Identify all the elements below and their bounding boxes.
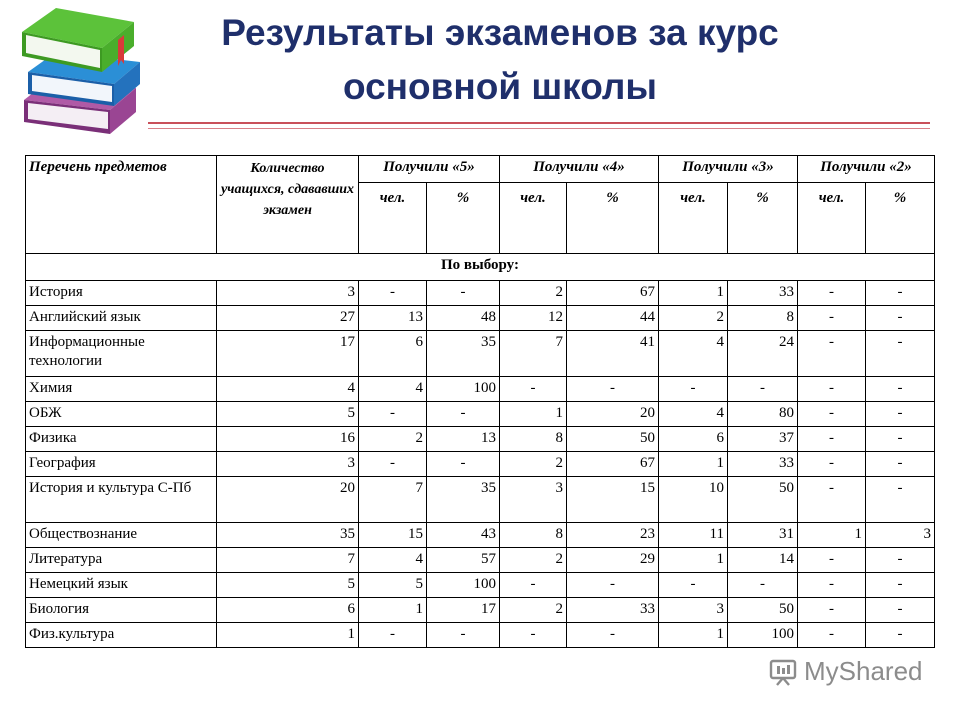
table-cell: -	[798, 427, 866, 452]
header-unit-people: чел.	[359, 183, 427, 254]
header-unit-people: чел.	[500, 183, 567, 254]
table-cell: 43	[427, 523, 500, 548]
table-cell: 3	[217, 281, 359, 306]
table-cell: -	[798, 402, 866, 427]
table-cell: -	[359, 402, 427, 427]
table-row	[26, 452, 935, 477]
table-cell: 3	[217, 452, 359, 477]
table-cell: -	[798, 548, 866, 573]
header-row-grades	[26, 156, 935, 183]
table-cell: -	[866, 402, 935, 427]
table-cell: 6	[359, 331, 427, 377]
subject-name: Информационные технологии	[26, 331, 217, 377]
table-cell: 1	[659, 452, 728, 477]
table-cell: 5	[217, 573, 359, 598]
table-cell: -	[866, 548, 935, 573]
table-cell: 2	[500, 281, 567, 306]
table-cell: -	[728, 377, 798, 402]
table-cell: 50	[728, 598, 798, 623]
table-cell: -	[866, 281, 935, 306]
table-cell: 67	[567, 452, 659, 477]
table-cell: -	[659, 573, 728, 598]
table-cell: 6	[217, 598, 359, 623]
table-cell: -	[866, 598, 935, 623]
table-cell: 33	[728, 452, 798, 477]
subject-name: Литература	[26, 548, 217, 573]
table-row	[26, 281, 935, 306]
table-cell: -	[866, 573, 935, 598]
subject-name: География	[26, 452, 217, 477]
section-label: По выбору:	[26, 254, 935, 281]
table-cell: -	[567, 573, 659, 598]
table-cell: 2	[659, 306, 728, 331]
table-cell: 33	[728, 281, 798, 306]
header-unit-percent: %	[427, 183, 500, 254]
table-cell: -	[728, 573, 798, 598]
table-cell: 8	[728, 306, 798, 331]
table-cell: 1	[798, 523, 866, 548]
table-cell: 2	[500, 452, 567, 477]
table-cell: 31	[728, 523, 798, 548]
header-grade-4: Получили «4»	[500, 156, 659, 183]
table-cell: 100	[427, 377, 500, 402]
table-cell: 16	[217, 427, 359, 452]
section-row	[26, 254, 935, 281]
table-row	[26, 598, 935, 623]
table-cell: 4	[217, 377, 359, 402]
subject-name: История и культура С-Пб	[26, 477, 217, 523]
table-cell: 11	[659, 523, 728, 548]
header-unit-people: чел.	[659, 183, 728, 254]
table-cell: 13	[427, 427, 500, 452]
table-cell: 4	[659, 402, 728, 427]
table-cell: 8	[500, 523, 567, 548]
subject-name: Обществознание	[26, 523, 217, 548]
table-cell: 4	[359, 548, 427, 573]
table-row	[26, 573, 935, 598]
page-title: Результаты экзаменов за курс основной школы	[221, 12, 779, 107]
watermark	[768, 656, 923, 687]
table-cell: 3	[659, 598, 728, 623]
title-divider-thin	[148, 128, 930, 129]
table-cell: 7	[217, 548, 359, 573]
table-cell: -	[427, 402, 500, 427]
table-cell: -	[866, 331, 935, 377]
table-cell: 80	[728, 402, 798, 427]
header-unit-percent: %	[567, 183, 659, 254]
table-cell: 33	[567, 598, 659, 623]
table-cell: 7	[359, 477, 427, 523]
table-cell: 35	[427, 477, 500, 523]
table-cell: -	[798, 331, 866, 377]
table-cell: -	[798, 452, 866, 477]
table-cell: 10	[659, 477, 728, 523]
table-cell: -	[798, 281, 866, 306]
table-cell: 13	[359, 306, 427, 331]
table-cell: 50	[728, 477, 798, 523]
table-cell: 3	[866, 523, 935, 548]
subject-name: Английский язык	[26, 306, 217, 331]
table-cell: 15	[359, 523, 427, 548]
table-cell: -	[798, 573, 866, 598]
table-row	[26, 623, 935, 648]
table-cell: -	[567, 377, 659, 402]
table-cell: -	[798, 623, 866, 648]
table-cell: -	[500, 623, 567, 648]
table-row	[26, 548, 935, 573]
subject-name: Физ.культура	[26, 623, 217, 648]
table-cell: 35	[427, 331, 500, 377]
table-row	[26, 523, 935, 548]
table-cell: -	[427, 623, 500, 648]
table-cell: 2	[359, 427, 427, 452]
results-body	[26, 254, 935, 648]
table-cell: 1	[217, 623, 359, 648]
table-cell: 7	[500, 331, 567, 377]
table-cell: 1	[359, 598, 427, 623]
table-cell: 35	[217, 523, 359, 548]
table-cell: -	[659, 377, 728, 402]
books-stack-icon	[18, 2, 148, 142]
table-row	[26, 377, 935, 402]
table-cell: -	[866, 306, 935, 331]
table-cell: -	[798, 306, 866, 331]
table-cell: 23	[567, 523, 659, 548]
table-cell: 5	[359, 573, 427, 598]
table-cell: -	[866, 377, 935, 402]
table-cell: -	[866, 477, 935, 523]
table-cell: 15	[567, 477, 659, 523]
table-cell: 67	[567, 281, 659, 306]
header-student-count: Количество учащихся, сдававших экзамен	[217, 156, 359, 254]
table-cell: 1	[659, 281, 728, 306]
title-divider	[148, 122, 930, 124]
table-cell: 4	[359, 377, 427, 402]
table-cell: 1	[659, 623, 728, 648]
table-cell: 6	[659, 427, 728, 452]
table-cell: 2	[500, 548, 567, 573]
header-subjects: Перечень предметов	[26, 156, 217, 254]
table-cell: -	[359, 623, 427, 648]
table-cell: 100	[427, 573, 500, 598]
table-cell: 20	[567, 402, 659, 427]
table-cell: -	[567, 623, 659, 648]
table-cell: 1	[659, 548, 728, 573]
header-grade-3: Получили «3»	[659, 156, 798, 183]
subject-name: Химия	[26, 377, 217, 402]
header-grade-5: Получили «5»	[359, 156, 500, 183]
table-cell: -	[500, 377, 567, 402]
table-cell: 5	[217, 402, 359, 427]
table-cell: 3	[500, 477, 567, 523]
subject-name: Немецкий язык	[26, 573, 217, 598]
table-row	[26, 427, 935, 452]
table-row	[26, 306, 935, 331]
subject-name: История	[26, 281, 217, 306]
table-cell: 12	[500, 306, 567, 331]
table-cell: 27	[217, 306, 359, 331]
table-cell: 8	[500, 427, 567, 452]
table-cell: 48	[427, 306, 500, 331]
subject-name: Биология	[26, 598, 217, 623]
table-cell: 37	[728, 427, 798, 452]
table-cell: -	[359, 452, 427, 477]
table-cell: 41	[567, 331, 659, 377]
table-cell: 44	[567, 306, 659, 331]
table-cell: -	[866, 452, 935, 477]
table-row	[26, 477, 935, 523]
watermark-text: MyShared	[804, 656, 923, 686]
table-cell: 24	[728, 331, 798, 377]
table-row	[26, 402, 935, 427]
table-cell: -	[798, 598, 866, 623]
header-grade-2: Получили «2»	[798, 156, 935, 183]
subject-name: ОБЖ	[26, 402, 217, 427]
table-cell: 20	[217, 477, 359, 523]
table-cell: 4	[659, 331, 728, 377]
header-unit-percent: %	[728, 183, 798, 254]
header-unit-people: чел.	[798, 183, 866, 254]
table-cell: 17	[427, 598, 500, 623]
table-cell: 100	[728, 623, 798, 648]
table-cell: 50	[567, 427, 659, 452]
table-cell: -	[427, 281, 500, 306]
exam-results-table	[25, 155, 935, 648]
table-cell: -	[866, 427, 935, 452]
table-cell: -	[359, 281, 427, 306]
presentation-board-icon	[768, 657, 798, 687]
table-cell: 2	[500, 598, 567, 623]
header-unit-percent: %	[866, 183, 935, 254]
table-cell: 14	[728, 548, 798, 573]
subject-name: Физика	[26, 427, 217, 452]
table-cell: -	[427, 452, 500, 477]
table-cell: 29	[567, 548, 659, 573]
table-cell: -	[500, 573, 567, 598]
table-cell: -	[866, 623, 935, 648]
table-cell: -	[798, 477, 866, 523]
table-cell: 1	[500, 402, 567, 427]
table-cell: -	[798, 377, 866, 402]
table-cell: 57	[427, 548, 500, 573]
table-row	[26, 331, 935, 377]
table-cell: 17	[217, 331, 359, 377]
